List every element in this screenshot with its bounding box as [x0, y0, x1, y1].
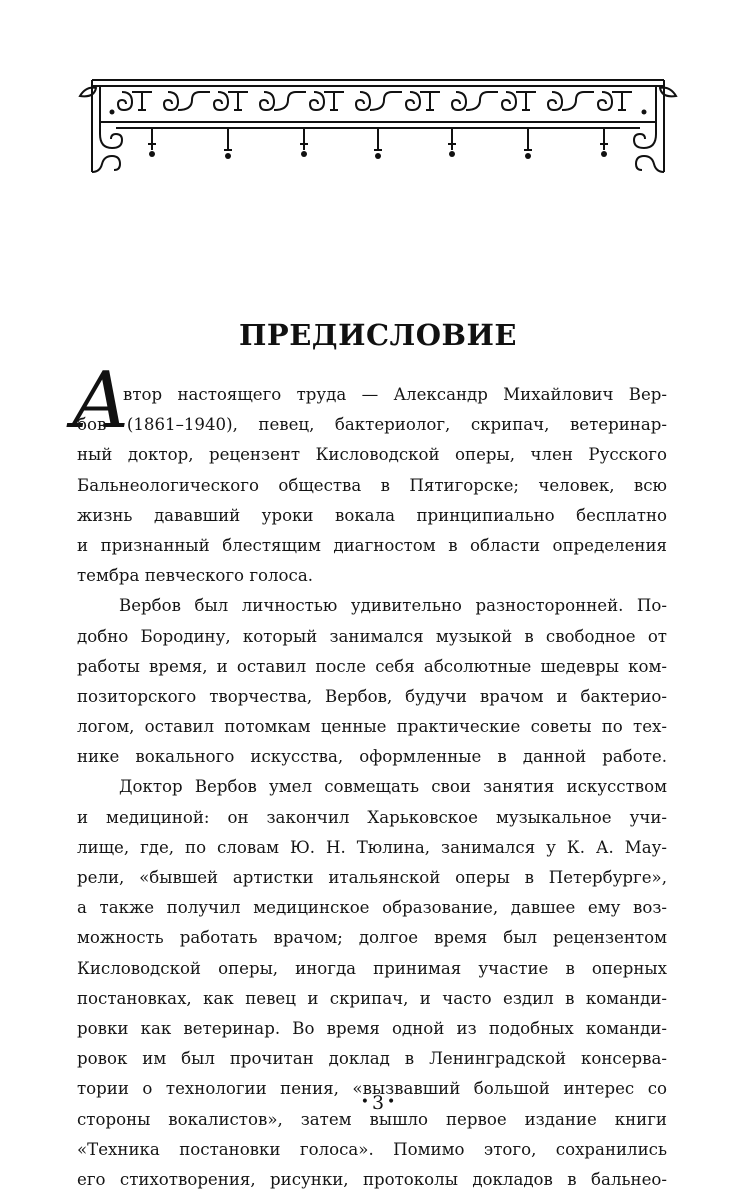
text-line: ровки как ветеринар. Во время одной из подобных команди- — [77, 1018, 667, 1038]
text-line: «Техника постановки голоса». Помимо этого, сохранились — [77, 1139, 667, 1159]
page-number-value: 3 — [371, 1092, 385, 1114]
chapter-title: ПРЕДИСЛОВИЕ — [239, 318, 517, 352]
text-line: рели, «бывшей артистки итальянской оперы в Петербурге», — [77, 868, 667, 887]
text-line: нике вокального искусства, оформленные в данной работе. — [77, 747, 667, 767]
text-line: бов (1861–1940), певец, бактериолог, скрипач, ветеринар- — [77, 415, 667, 435]
text-line: тории о технологии пения, «вызвавший большой интерес со — [77, 1079, 667, 1099]
text-line: добно Бородину, который занимался музыкой в свободное от — [77, 626, 667, 646]
body-text — [77, 380, 667, 1195]
text-line: а также получил медицинское образование, давшее ему воз- — [77, 898, 667, 918]
text-line: позиторского творчества, Вербов, будучи врачом и бактерио- — [77, 686, 667, 706]
text-line: и признанный блестящим диагностом в области определения — [77, 535, 667, 555]
text-line: и медициной: он закончил Харьковское музыкальное учи- — [77, 807, 667, 827]
folio-dot-left: • — [360, 1094, 369, 1110]
decorative-header-ornament — [72, 72, 684, 176]
text-line: Вербов был личностью удивительно разносторонней. По- — [119, 596, 667, 616]
text-line: тембра певческого голоса. — [77, 566, 313, 586]
text-line: лище, где, по словам Ю. Н. Тюлина, занимался у К. А. Мау- — [77, 837, 667, 857]
text-line: стороны вокалистов», затем вышло первое издание книги — [77, 1109, 667, 1129]
text-line: постановках, как певец и скрипач, и часто ездил в команди- — [77, 988, 667, 1008]
text-line: Бальнеологического общества в Пятигорске; человек, всю — [77, 475, 667, 495]
text-line: логом, оставил потомкам ценные практические советы по тех- — [77, 717, 667, 737]
page-number — [0, 1092, 756, 1114]
text-line: его стихотворения, рисунки, протоколы докладов в бальнео- — [77, 1169, 667, 1189]
folio-dot-right: • — [387, 1094, 396, 1110]
text-line: можность работать врачом; долгое время был рецензентом — [77, 928, 667, 948]
text-line: Доктор Вербов умел совмещать свои занятия искусством — [119, 777, 667, 797]
text-line: ный доктор, рецензент Кисловодской оперы, член Русского — [77, 445, 667, 465]
text-line: ровок им был прочитан доклад в Ленинградской консерва- — [77, 1049, 667, 1069]
text-line: Кисловодской оперы, иногда принимая участие в оперных — [77, 958, 667, 978]
text-line: жизнь дававший уроки вокала принципиально бесплатно — [77, 505, 667, 525]
text-line: работы время, и оставил после себя абсолютные шедевры ком- — [77, 656, 667, 676]
text-line: втор настоящего труда — Александр Михайлович Вер- — [123, 385, 667, 404]
drop-cap-letter: А — [71, 356, 131, 446]
